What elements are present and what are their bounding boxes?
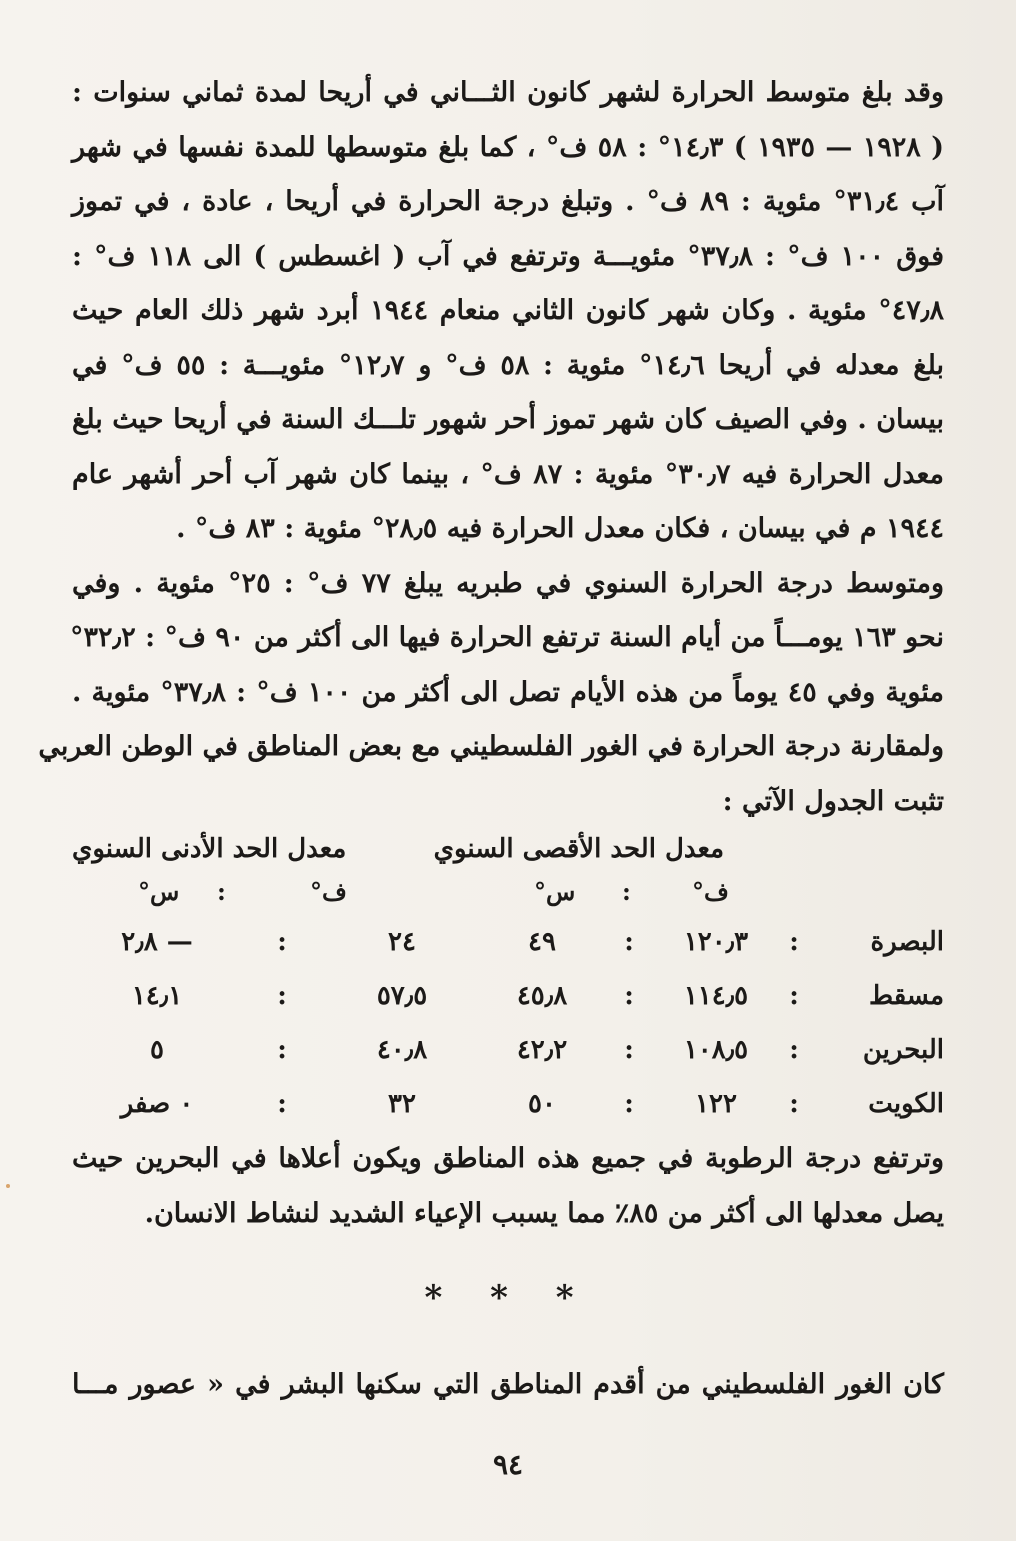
text-line: بيسان . وفي الصيف كان شهر تموز أحر شهور تلـــك السنة في أريحا حيث بلغ bbox=[72, 404, 944, 435]
text-line: معدل الحرارة فيه ٣٠٫٧° مئوية : ٨٧ ف° ، بينما كان شهر آب أحر أشهر عام bbox=[72, 458, 945, 490]
colon: : bbox=[624, 1035, 634, 1065]
table-units bbox=[72, 870, 944, 914]
text-line: تثبت الجدول الآتي : bbox=[722, 785, 944, 817]
text-line: يصل معدلها الى أكثر من ٨٥٪ مما يسبب الإعياء الشديد لنشاط الانسان. bbox=[144, 1197, 944, 1229]
text-line: وقد بلغ متوسط الحرارة لشهر كانون الثـــاني في أريحا لمدة ثماني سنوات : bbox=[72, 77, 944, 108]
unit-fahrenheit: ف° bbox=[692, 877, 729, 906]
region-name: مسقط bbox=[869, 981, 944, 1011]
region-name: البحرين bbox=[862, 1035, 944, 1065]
max-f: ١٢٠٫٣ bbox=[683, 927, 749, 957]
max-f: ١٢٢ bbox=[695, 1089, 737, 1119]
colon: : bbox=[277, 1089, 287, 1119]
closing-paragraph bbox=[72, 1132, 944, 1241]
region-name: الكويت bbox=[868, 1089, 944, 1119]
max-c: ٥٠ bbox=[528, 1089, 556, 1119]
page-number: ٩٤ bbox=[492, 1448, 524, 1481]
colon: : bbox=[624, 1089, 634, 1119]
colon: : bbox=[624, 927, 634, 957]
header-annual-max: معدل الحد الأقصى السنوي bbox=[433, 834, 724, 864]
text-line: نحو ١٦٣ يومـــاً من أيام السنة ترتفع الحرارة فيها الى أكثر من ٩٠ ف° : ٣٢٫٢° bbox=[69, 622, 944, 653]
temperature-table bbox=[72, 915, 944, 1131]
unit-celsius: س° bbox=[534, 877, 576, 906]
min-c: ١٤٫١ bbox=[131, 981, 183, 1011]
min-f: ٣٢ bbox=[388, 1089, 416, 1119]
text-line: ومتوسط درجة الحرارة السنوي في طبريه يبلغ ٧٧ ف° : ٢٥° مئوية . وفي bbox=[72, 567, 944, 599]
min-f: ٢٤ bbox=[388, 927, 416, 957]
text-line: ٤٧٫٨° مئوية . وكان شهر كانون الثاني منعام ١٩٤٤ أبرد شهر ذلك العام حيث bbox=[72, 295, 944, 326]
text-line: آب ٣١٫٤° مئوية : ٨٩ ف° . وتبلغ درجة الحرارة في أريحا ، عادة ، في تموز bbox=[72, 186, 945, 217]
max-f: ١١٤٫٥ bbox=[683, 981, 749, 1011]
unit-colon: : bbox=[217, 877, 226, 906]
text-line: ١٩٤٤ م في بيسان ، فكان معدل الحرارة فيه ٢٨٫٥° مئوية : ٨٣ ف° . bbox=[176, 513, 944, 544]
text-line: بلغ معدله في أريحا ١٤٫٦° مئوية : ٥٨ ف° و ١٢٫٧° مئويـــة : ٥٥ ف° في bbox=[72, 349, 945, 381]
text-line: فوق ١٠٠ ف° : ٣٧٫٨° مئويـــة وترتفع في آب ( اغسطس ) الى ١١٨ ف° : bbox=[72, 240, 944, 272]
table-header bbox=[72, 822, 944, 876]
section-first-line: كان الغور الفلسطيني من أقدم المناطق التي سكنها البشر في « عصور مـــا bbox=[72, 1369, 944, 1400]
colon: : bbox=[277, 927, 287, 957]
max-c: ٤٢٫٢ bbox=[516, 1035, 568, 1065]
min-c: — ٢٫٨ bbox=[121, 927, 193, 957]
colon: : bbox=[277, 1035, 287, 1065]
colon: : bbox=[277, 981, 287, 1011]
min-f: ٥٧٫٥ bbox=[376, 981, 428, 1011]
max-c: ٤٩ bbox=[528, 927, 556, 957]
colon: : bbox=[789, 1035, 799, 1065]
min-c: ٥ bbox=[150, 1035, 164, 1065]
text-line: ( ١٩٢٨ — ١٩٣٥ ) ١٤٫٣° : ٥٨ ف° ، كما بلغ متوسطها للمدة نفسها في شهر bbox=[72, 131, 944, 163]
unit-celsius: س° bbox=[138, 877, 180, 906]
colon: : bbox=[789, 981, 799, 1011]
colon: : bbox=[624, 981, 634, 1011]
table-row bbox=[72, 1023, 944, 1077]
main-paragraph bbox=[38, 66, 945, 829]
text-line: ولمقارنة درجة الحرارة في الغور الفلسطيني مع بعض المناطق في الوطن العربي bbox=[38, 731, 944, 762]
table-row bbox=[72, 1077, 944, 1131]
colon: : bbox=[789, 927, 799, 957]
min-c: ٠ صفر bbox=[120, 1089, 194, 1119]
unit-fahrenheit: ف° bbox=[310, 877, 347, 906]
min-f: ٤٠٫٨ bbox=[376, 1035, 428, 1065]
table-row bbox=[72, 915, 944, 969]
section-separator: * * * bbox=[424, 1278, 592, 1318]
text-line: مئوية وفي ٤٥ يوماً من هذه الأيام تصل الى أكثر من ١٠٠ ف° : ٣٧٫٨° مئوية . bbox=[72, 676, 944, 708]
colon: : bbox=[789, 1089, 799, 1119]
unit-colon: : bbox=[622, 877, 631, 906]
text-line: وترتفع درجة الرطوبة في جميع هذه المناطق ويكون أعلاها في البحرين حيث bbox=[72, 1143, 944, 1174]
table-row bbox=[72, 969, 944, 1023]
paper-mark bbox=[6, 1184, 10, 1188]
max-f: ١٠٨٫٥ bbox=[683, 1035, 749, 1065]
header-annual-min: معدل الحد الأدنى السنوي bbox=[72, 834, 347, 864]
max-c: ٤٥٫٨ bbox=[516, 981, 568, 1011]
region-name: البصرة bbox=[870, 927, 944, 957]
